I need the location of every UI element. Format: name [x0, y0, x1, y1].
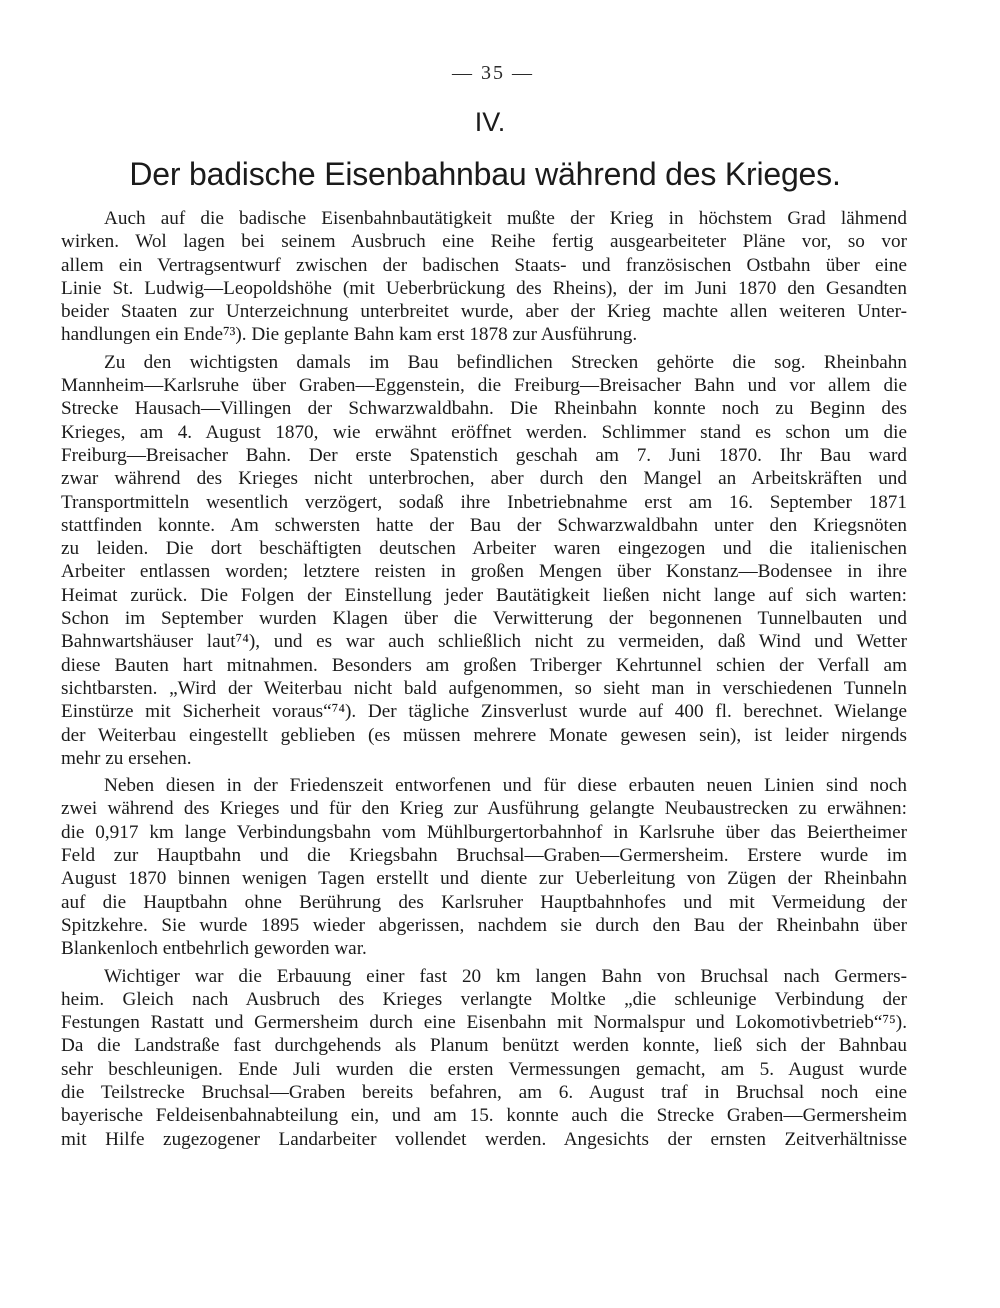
text-line: allem ein Vertragsentwurf zwischen der badischen Staats- und französischen Ostbahn über eine [61, 254, 907, 276]
text-line: Neben diesen in der Friedenszeit entworfenen und für diese erbauten neuen Linien sind noch [104, 775, 907, 797]
text-line: Transportmitteln wesentlich verzögert, sodaß ihre Inbetriebnahme erst am 16. September 1871 [61, 491, 907, 513]
text-line: diese Bauten hart mitnahmen. Besonders am großen Triberger Kehrtunnel schien der Verfall am [61, 654, 907, 676]
text-line: mit Hilfe zugezogener Landarbeiter vollendet werden. Angesichts der ernsten Zeitverhältnisse [61, 1128, 907, 1150]
text-line: Feld zur Hauptbahn und die Kriegsbahn Bruchsal—Graben—Germersheim. Erstere wurde im [61, 845, 907, 867]
text-line: Festungen Rastatt und Germersheim durch eine Eisenbahn mit Normalspur und Lokomotivbetrieb“⁷⁵). [61, 1012, 907, 1034]
paragraph [61, 774, 907, 960]
text-line: bayerische Feldeisenbahnabteilung ein, und am 15. konnte auch die Strecke Graben—Germersheim [61, 1105, 907, 1127]
page-title: Der badische Eisenbahnbau während des Krieges. [129, 156, 841, 192]
text-line: sichtbarsten. „Wird der Weiterbau nicht bald aufgenommen, so sieht man in verschiedenen Tunneln [61, 677, 907, 699]
chapter-heading: IV. [474, 107, 506, 137]
text-line: handlungen ein Ende⁷³). Die geplante Bahn kam erst 1878 zur Ausführung. [61, 324, 638, 346]
text-line: sehr beschleunigen. Ende Juli wurden die ersten Vermessungen gemacht, am 5. August wurde [61, 1058, 907, 1080]
text-line: die 0,917 km lange Verbindungsbahn vom Mühlburgertorbahnhof in Karlsruhe über das Beiertheimer [61, 821, 907, 843]
text-line: Heimat zurück. Die Folgen der Einstellung jeder Bautätigkeit ließen nicht lange auf sich warten: [61, 584, 907, 606]
text-line: mehr zu ersehen. [61, 747, 192, 769]
text-line: Zu den wichtigsten damals im Bau befindlichen Strecken gehörte die sog. Rheinbahn [104, 351, 907, 373]
text-line: Da die Landstraße fast durchgehends als Planum benützt werden konnte, ließ sich der Bahnbau [61, 1035, 907, 1057]
paragraph [61, 965, 907, 1151]
text-line: der Weiterbau eingestellt geblieben (es müssen mehrere Monate gewesen sein), ist leider nirgends [61, 724, 907, 746]
text-line: die Teilstrecke Bruchsal—Graben bereits befahren, am 6. August traf in Bruchsal noch eine [61, 1081, 907, 1103]
document-page [61, 62, 907, 1155]
text-line: zu leiden. Die dort beschäftigten deutschen Arbeiter waren eingezogen und die italienischen [61, 538, 907, 560]
paragraph [61, 207, 907, 347]
text-line: heim. Gleich nach Ausbruch des Krieges verlangte Moltke „die schleunige Verbindung der [61, 988, 907, 1010]
text-line: wirken. Wol lagen bei seinem Ausbruch eine Reihe fertig ausgearbeiteter Pläne vor, so vor [61, 231, 907, 253]
text-line: zwei während des Krieges und für den Krieg zur Ausführung gelangte Neubaustrecken zu erwähnen: [61, 798, 907, 820]
text-line: Mannheim—Karlsruhe über Graben—Eggenstein, die Freiburg—Breisacher Bahn und vor allem die [61, 375, 907, 397]
text-line: Strecke Hausach—Villingen der Schwarzwaldbahn. Die Rheinbahn konnte noch zu Beginn des [61, 398, 907, 420]
text-line: Krieges, am 4. August 1870, wie erwähnt eröffnet werden. Schlimmer stand es schon um die [61, 421, 907, 443]
text-line: Schon im September wurden Klagen über die Verwitterung der begonnenen Tunnelbauten und [61, 608, 907, 630]
text-line: Blankenloch entbehrlich geworden war. [61, 938, 367, 960]
text-line: zwar während des Krieges nicht unterbrochen, aber durch den Mangel an Arbeitskräften und [61, 468, 907, 490]
text-line: Einstürze mit Sicherheit voraus“⁷⁴). Der tägliche Zinsverlust wurde auf 400 fl. berechnet. Wielange [61, 701, 907, 723]
text-line: stattfinden konnte. Am schwersten hatte der Bau der Schwarzwaldbahn unter den Kriegsnöten [61, 514, 907, 536]
text-line: Arbeiter entlassen worden; letztere reisten in großen Mengen über Konstanz—Bodensee in ihre [61, 561, 907, 583]
text-line: Freiburg—Breisacher Bahn. Der erste Spatenstich geschah am 7. Juni 1870. Ihr Bau ward [61, 444, 907, 466]
body-text [61, 207, 907, 1151]
text-line: August 1870 binnen wenigen Tagen erstellt und diente zur Ueberleitung von Zügen der Rheinbahn [61, 868, 907, 890]
text-line: beider Staaten zur Unterzeichnung unterbreitet wurde, aber der Krieg machte allen weiteren Unter- [61, 301, 907, 323]
text-line: Linie St. Ludwig—Leopoldshöhe (mit Ueberbrückung des Rheins), der im Juni 1870 den Gesandten [61, 277, 907, 299]
text-line: Spitzkehre. Sie wurde 1895 wieder abgerissen, nachdem sie durch den Bau der Rheinbahn über [61, 914, 907, 936]
page-number: — 35 — [452, 62, 534, 84]
paragraph [61, 351, 907, 770]
text-line: Bahnwartshäuser laut⁷⁴), und es war auch schließlich nicht zu vermeiden, daß Wind und Wetter [61, 631, 907, 653]
text-line: Auch auf die badische Eisenbahnbautätigkeit mußte der Krieg in höchstem Grad lähmend [104, 208, 907, 229]
text-line: Wichtiger war die Erbauung einer fast 20 km langen Bahn von Bruchsal nach Germers- [104, 965, 907, 987]
text-line: auf die Hauptbahn ohne Berührung des Karlsruher Hauptbahnhofes und mit Vermeidung der [61, 891, 907, 913]
